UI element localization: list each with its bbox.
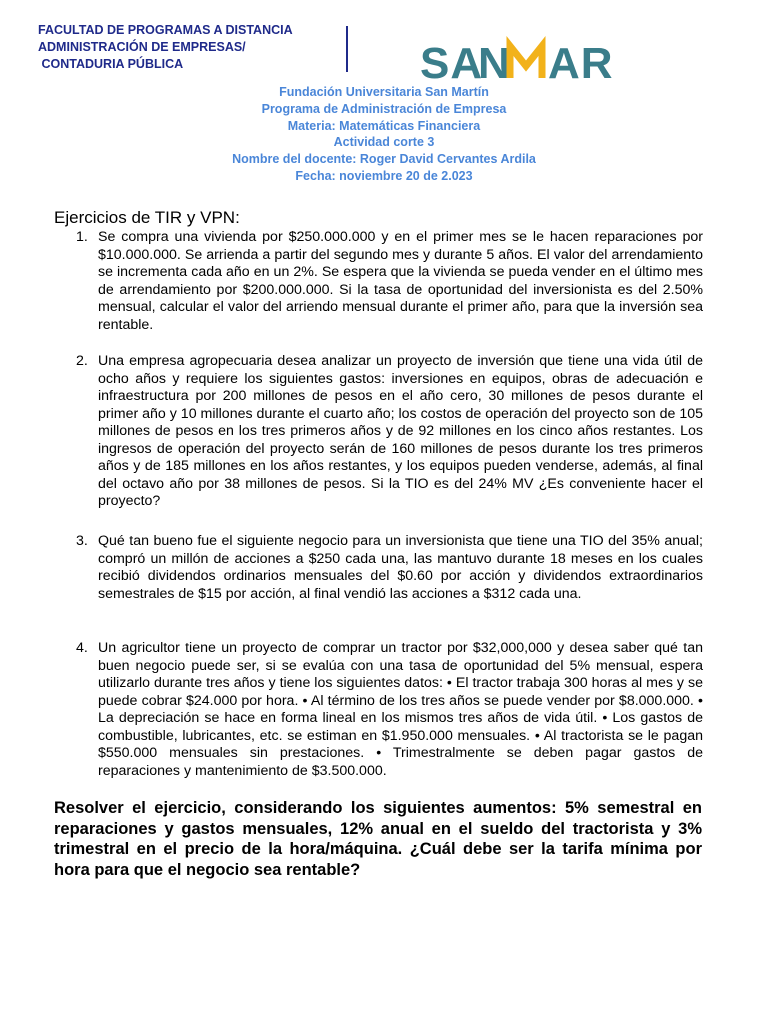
header-date: Fecha: noviembre 20 de 2.023 bbox=[295, 168, 473, 183]
header-program: Programa de Administración de Empresa bbox=[261, 101, 507, 116]
exercise-4 bbox=[76, 640, 703, 780]
exercise-1 bbox=[76, 229, 703, 334]
exercise-number: 2. bbox=[76, 353, 88, 369]
exercise-number: 4. bbox=[76, 640, 88, 656]
header-divider bbox=[346, 26, 348, 72]
faculty-line-3: CONTADURIA PÚBLICA bbox=[38, 57, 184, 71]
exercise-text: Una empresa agropecuaria desea analizar un proyecto de inversión que tiene una vida útil de ocho años y requiere los siguientes gastos: inversiones en equipos, obras de adecuación e infraestructura por 200 millones de pesos en el año cero, 30 millones de pesos durante el primer año y 10 millones durante el cuarto año; los costos de operación del proyecto son de 105 millones de pesos en los tres primeros años y de 92 millones en los cinco años restantes. Los ingresos de operación del proyecto serán de 160 millones de pesos durante los tres primeros años y de 185 millones en los años restantes, y los equipos pueden venderse, además, al final del octavo año por 38 millones de pesos. Si la TIO es del 24% MV ¿Es conveniente hacer el proyecto? bbox=[98, 353, 703, 509]
svg-text:SA: SA bbox=[420, 39, 484, 88]
university-logo bbox=[420, 38, 614, 88]
exercise-2 bbox=[76, 353, 703, 511]
header-university: Fundación Universitaria San Martín bbox=[279, 85, 489, 99]
svg-text:N: N bbox=[478, 39, 510, 88]
svg-text:AR: AR bbox=[548, 39, 614, 88]
exercise-3 bbox=[76, 533, 703, 603]
section-title: Ejercicios de TIR y VPN: bbox=[54, 208, 240, 227]
exercise-number: 1. bbox=[76, 229, 88, 245]
faculty-line-1: FACULTAD DE PROGRAMAS A DISTANCIA bbox=[38, 23, 293, 37]
header-teacher: Nombre del docente: Roger David Cervantes Ardila bbox=[232, 152, 536, 167]
exercise-text: Un agricultor tiene un proyecto de comprar un tractor por $32,000,000 y desea saber qué tan buen negocio puede ser, si se evalúa con una tasa de oportunidad del 5% mensual, espera utilizarlo durante tres años y tiene los siguientes datos: • El tractor trabaja 300 horas al mes y se puede cobrar $24.000 por hora. • Al término de los tres años se puede vender por $8.000.000. • La depreciación se hace en forma lineal en los mismos tres años de vida útil. • Los gastos de combustible, lubricantes, etc. se estiman en $1.950.000 mensuales. • Al tractorista se le pagan $550.000 mensuales sin prestaciones. • Trimestralmente se deben pagar gastos de reparaciones y mantenimiento de $3.500.000. bbox=[98, 640, 703, 779]
sanmartin-logo-icon bbox=[420, 38, 620, 88]
header-subject: Materia: Matemáticas Financiera bbox=[287, 118, 481, 133]
final-question: Resolver el ejercicio, considerando los siguientes aumentos: 5% semestral en reparaciones y gastos mensuales, 12% anual en el sueldo del tractorista y 3% trimestral en el precio de la hora/máquina. ¿Cuál debe ser la tarifa mínima por hora para que el negocio sea rentable? bbox=[54, 799, 702, 879]
course-header bbox=[0, 84, 768, 185]
exercise-text: Qué tan bueno fue el siguiente negocio para un inversionista que tiene una TIO del 35% anual; compró un millón de acciones a $250 cada una, las mantuvo durante 18 meses en los cuales recibió dividendos ordinarios mensuales del $0.60 por acción y dividendos extraordinarios semestrales de $15 por acción, al final vendió las acciones a $312 cada una. bbox=[98, 533, 703, 602]
exercise-number: 3. bbox=[76, 533, 88, 549]
header-activity: Actividad corte 3 bbox=[333, 135, 435, 150]
faculty-block bbox=[38, 22, 338, 73]
faculty-line-2: ADMINISTRACIÓN DE EMPRESAS/ bbox=[38, 40, 246, 54]
exercise-text: Se compra una vivienda por $250.000.000 y en el primer mes se le hacen reparaciones por $10.000.000. Se arrienda a partir del segundo mes y durante 5 años. El valor del arrendamiento se incrementa cada año en un 2%. Se espera que la vivienda se pueda vender en el último mes de arrendamiento por $200.000.000. Si la tasa de oportunidad del inversionista es del 2.50% mensual, calcular el valor del arriendo mensual durante el primer año, para que la inversión sea rentable. bbox=[98, 229, 703, 333]
